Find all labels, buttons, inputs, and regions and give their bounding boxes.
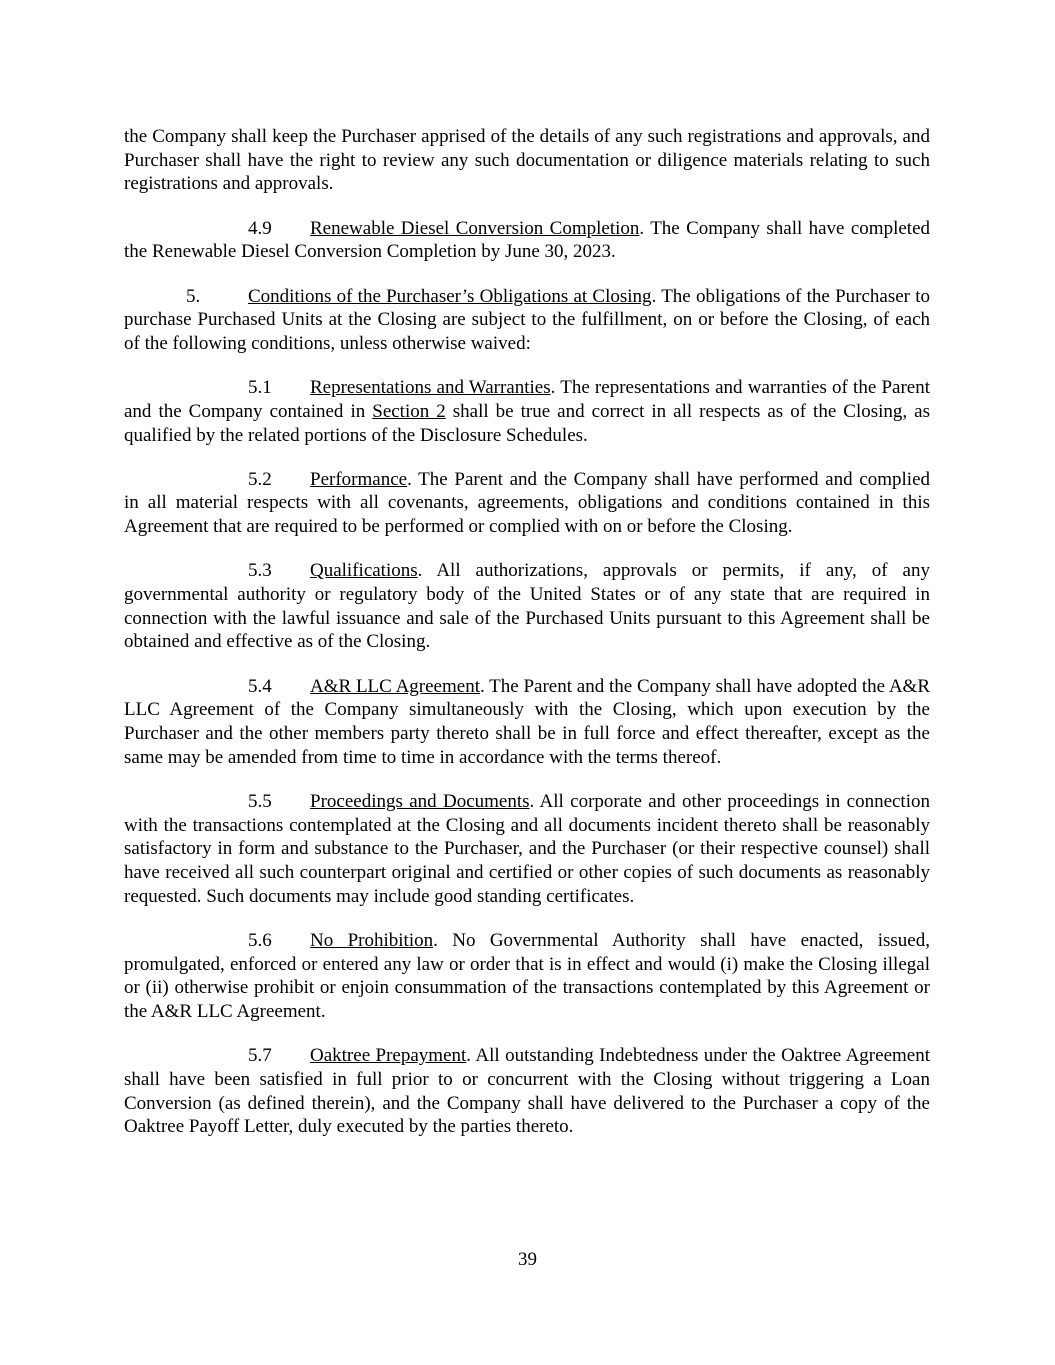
intro-text: the Company shall keep the Purchaser apprised of the details of any such registrations and approvals, and Purchaser shall have the right to review any such documentation or diligence materials relating to such registrations and approvals. <box>124 126 930 195</box>
section-number: 5.4 <box>248 675 272 697</box>
section-5-1 <box>124 376 930 447</box>
section-heading: Conditions of the Purchaser’s Obligations at Closing <box>248 285 652 307</box>
section-heading: No Prohibition <box>310 929 434 951</box>
section-5-4 <box>124 675 930 770</box>
section-reference-link[interactable]: Section 2 <box>372 400 446 422</box>
section-body-continued: shall be true and correct in all respects as of the Closing, as qualified by the related portions of the Disclosure Schedules. <box>124 400 931 446</box>
section-number: 5.7 <box>248 1045 272 1067</box>
section-5-3 <box>124 559 930 654</box>
section-number: 5.5 <box>248 790 272 812</box>
section-body: . All corporate and other proceedings in connection with the transactions contemplated at the Closing and all documents incident thereto shall be reasonably satisfactory in form and substance to the Purchaser, and the Purchaser (or their respective counsel) shall have received all such counterpart original and certified or other copies of such documents as reasonably requested. Such documents may include good standing certificates. <box>124 790 930 907</box>
section-5-2 <box>124 468 930 539</box>
section-5 <box>124 285 930 356</box>
section-number: 5.2 <box>248 468 272 490</box>
section-body: . The Company shall have completed the Renewable Diesel Conversion Completion by June 30, 2023. <box>124 217 930 263</box>
section-heading: Renewable Diesel Conversion Completion <box>310 217 640 239</box>
section-4-9 <box>124 217 930 264</box>
section-body: . The obligations of the Purchaser to purchase Purchased Units at the Closing are subject to the fulfillment, on or before the Closing, of each of the following conditions, unless otherwise waived: <box>124 285 930 354</box>
section-heading: A&R LLC Agreement <box>310 675 480 697</box>
intro-paragraph <box>124 125 930 196</box>
section-5-5 <box>124 790 930 909</box>
section-body: . No Governmental Authority shall have enacted, issued, promulgated, enforced or entered any law or order that is in effect and would (i) make the Closing illegal or (ii) otherwise prohibit or enjoin consummation of the transactions contemplated by this Agreement or the A&R LLC Agreement. <box>124 929 930 1023</box>
section-body: . All outstanding Indebtedness under the Oaktree Agreement shall have been satisfied in full prior to or concurrent with the Closing without triggering a Loan Conversion (as defined therein), and the Company shall have delivered to the Purchaser a copy of the Oaktree Payoff Letter, duly executed by the parties thereto. <box>124 1045 930 1138</box>
document-page <box>124 125 930 1160</box>
section-5-6 <box>124 929 930 1024</box>
section-body: . All authorizations, approvals or permits, if any, of any governmental authority or regulatory body of the United States or of any state that are required in connection with the lawful issuance and sale of the Purchased Units pursuant to this Agreement shall be obtained and effective as of the Closing. <box>124 560 930 653</box>
section-number: 5.3 <box>248 560 272 582</box>
section-heading: Performance <box>310 468 408 490</box>
section-number: 5.6 <box>248 929 272 951</box>
section-number: 5. <box>186 285 201 307</box>
section-number: 4.9 <box>248 217 272 239</box>
section-heading: Proceedings and Documents <box>310 790 530 812</box>
section-body: . The Parent and the Company shall have performed and complied in all material respects with all covenants, agreements, obligations and conditions contained in this Agreement that are required to be performed or complied with on or before the Closing. <box>124 468 930 538</box>
section-heading: Representations and Warranties <box>310 377 551 399</box>
section-body: . The representations and warranties of the Parent and the Company contained in <box>124 377 930 422</box>
page-number: 39 <box>518 1249 537 1270</box>
section-body: . The Parent and the Company shall have adopted the A&R LLC Agreement of the Company simultaneously with the Closing, which upon execution by the Purchaser and the other members party thereto shall be in full force and effect thereafter, except as the same may be amended from time to time in accordance with the terms thereof. <box>124 675 931 768</box>
section-heading: Qualifications <box>310 560 418 582</box>
section-heading: Oaktree Prepayment <box>310 1045 467 1067</box>
section-number: 5.1 <box>248 377 272 399</box>
section-5-7 <box>124 1044 930 1139</box>
